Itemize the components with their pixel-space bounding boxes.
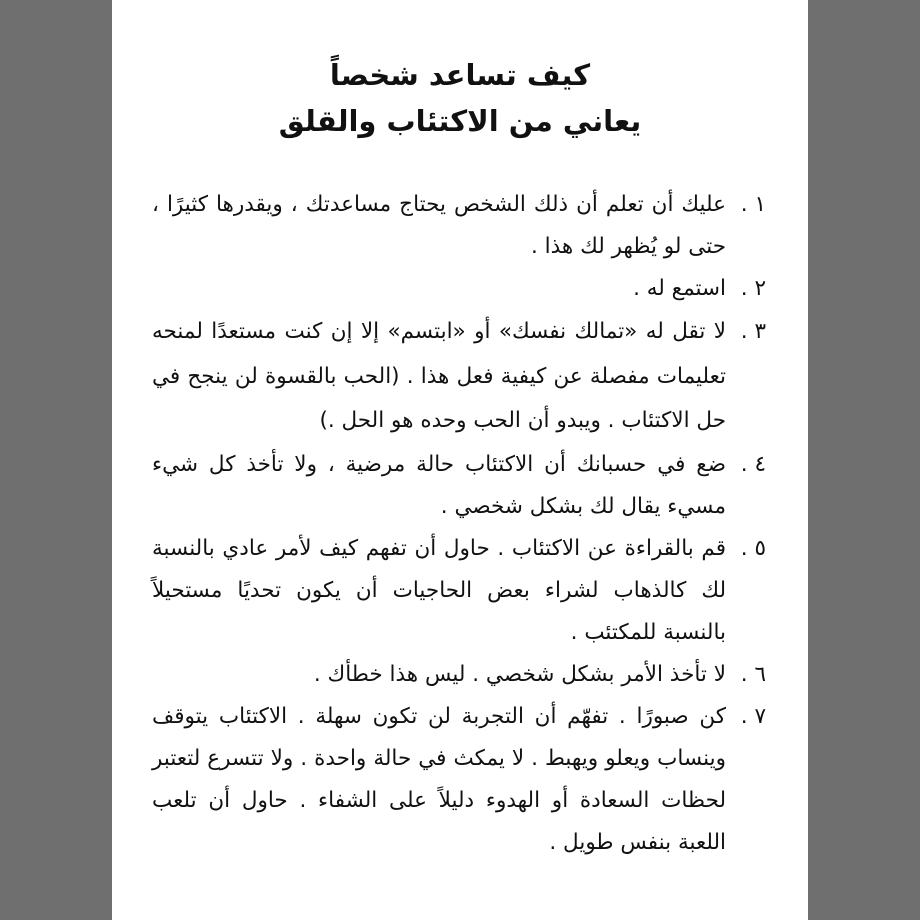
item-number: ٥ . [740,535,766,561]
item-number: ٤ . [740,451,766,477]
title-line-1: كيف تساعد شخصاً [329,58,591,92]
list-item [152,528,766,654]
list-item [152,268,766,310]
item-text: عليك أن تعلم أن ذلك الشخص يحتاج مساعدتك ، ويقدرها كثيرًا ، حتى لو يُظهر لك هذا . [152,192,726,259]
item-text: لا تأخذ الأمر بشكل شخصي . ليس هذا خطأك . [313,661,726,687]
item-number: ٧ . [740,703,766,729]
list-item [152,444,766,528]
document-page [112,0,808,920]
list-item [152,696,766,864]
list-item [152,654,766,696]
item-number: ٦ . [740,661,766,687]
item-number: ٢ . [740,276,766,301]
item-text: ضع في حسبانك أن الاكتئاب حالة مرضية ، ولا تأخذ كل شيء مسيء يقال لك بشكل شخصي . [152,451,726,519]
item-number: ٣ . [740,319,766,344]
item-text: لا تقل له «تمالك نفسك» أو «ابتسم» إلا إن كنت مستعدًا لمنحه تعليمات مفصلة عن كيفية فعل هذا . (الحب بالقسوة لن ينجح في حل الاكتئاب . ويبدو أن الحب وحده هو الحل .) [152,319,726,433]
item-number: ١ . [740,192,766,217]
list-item [152,310,766,444]
list-item [152,184,766,268]
tips-list [152,184,766,864]
item-text: استمع له . [633,276,726,301]
item-text: قم بالقراءة عن الاكتئاب . حاول أن تفهم كيف لأمر عادي بالنسبة لك كالذهاب لشراء بعض الحاجيات أن يكون تحديًا مستحيلاً بالنسبة للمكتئب . [152,535,726,645]
item-text: كن صبورًا . تفهّم أن التجربة لن تكون سهلة . الاكتئاب يتوقف وينساب ويعلو ويهبط . لا يمكث في حالة واحدة . ولا تتسرع لتعتبر لحظات السعادة أو الهدوء دليلاً على الشفاء . حاول أن تلعب اللعبة بنفس طويل . [152,703,726,855]
title-line-2: يعاني من الاكتئاب والقلق [278,104,642,138]
page-title [112,52,808,144]
